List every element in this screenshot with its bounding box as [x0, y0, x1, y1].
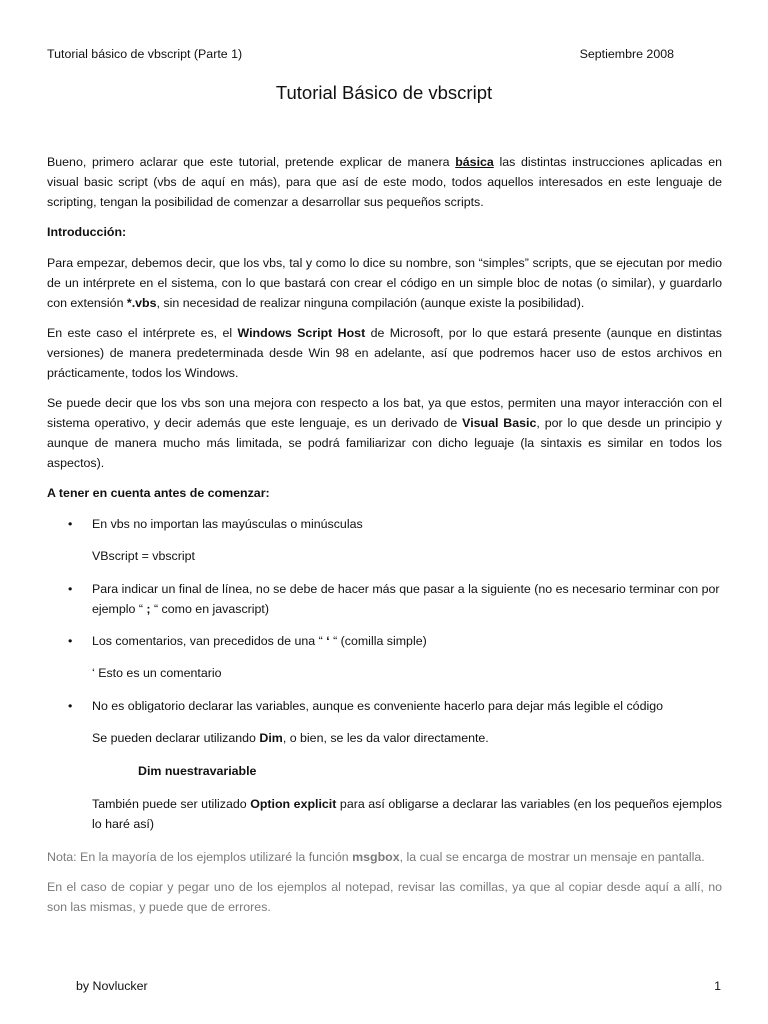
- document-body: [47, 152, 722, 927]
- page-header: [47, 44, 674, 64]
- page-number: 1: [714, 979, 721, 993]
- header-left: Tutorial básico de vbscript (Parte 1): [47, 47, 243, 61]
- document-title: Tutorial Básico de vbscript: [275, 82, 493, 103]
- note-msgbox: Nota: En la mayoría de los ejemplos utilizaré la función msgbox, la cual se encarga de mostrar un mensaje en pantalla.: [47, 850, 705, 864]
- paragraph-vbs: Para empezar, debemos decir, que los vbs, tal y como lo dice su nombre, son “simples” scripts, que se ejecutan por medio de un intérprete en el sistema, con lo que bastará con crear el código en un simple bloc de notas (o similar), y guardarlo con extensión *.vbs, sin necesidad de realizar ninguna compilación (aunque existe la posibilidad).: [47, 256, 722, 310]
- list-item: • En vbs no importan las mayúsculas o minúsculas: [47, 514, 722, 534]
- section-heading-introduccion: Introducción:: [47, 225, 127, 239]
- example-line: ‘ Esto es un comentario: [92, 666, 222, 680]
- footer-author: by Novlucker: [76, 979, 148, 993]
- list-item: • Los comentarios, van precedidos de una “ ‘ “ (comilla simple): [47, 631, 722, 651]
- bullet-icon: •: [68, 582, 73, 596]
- note-comillas: En el caso de copiar y pegar uno de los ejemplos al notepad, revisar las comillas, ya que al copiar desde aquí a allí, no son las mismas, y puede que de errores.: [47, 880, 722, 914]
- page-footer: [76, 976, 721, 996]
- paragraph-interprete: En este caso el intérprete es, el Windows Script Host de Microsoft, por lo que estará presente (aunque en distintas versiones) de manera predeterminada desde Win 98 en adelante, así que podremos hacer uso de estos archivos en prácticamente, todos los Windows.: [47, 326, 723, 380]
- bullet-icon: •: [68, 634, 73, 648]
- bullet-icon: •: [68, 517, 73, 531]
- dim-explanation: Se pueden declarar utilizando Dim, o bien, se les da valor directamente.: [92, 731, 489, 745]
- code-line: Dim nuestravariable: [138, 764, 257, 778]
- bullet-icon: •: [68, 699, 73, 713]
- list-item: • No es obligatorio declarar las variables, aunque es conveniente hacerlo para dejar más legible el código: [47, 696, 722, 716]
- option-explicit-explanation: También puede ser utilizado Option explicit para así obligarse a declarar las variables (en los pequeños ejemplos lo haré así): [92, 797, 722, 831]
- list-item: • Para indicar un final de línea, no se debe de hacer más que pasar a la siguiente (no es necesario terminar con por ejemplo “ ; “ como en javascript): [47, 579, 722, 619]
- section-heading-tener-en-cuenta: A tener en cuenta antes de comenzar:: [47, 486, 270, 500]
- paragraph-bat: Se puede decir que los vbs son una mejora con respecto a los bat, ya que estos, permiten una mayor interacción con el sistema operativo, y decir además que este lenguaje, es un derivado de Visual Basic, por lo que desde un principio y aunque de manera mucho más limitada, se podrá familiarizar con dicho leguaje (la sintaxis es similar en todos los aspectos).: [47, 396, 722, 470]
- header-date: Septiembre 2008: [579, 47, 674, 61]
- example-line: VBscript = vbscript: [92, 549, 195, 563]
- emphasis-basica: básica: [455, 155, 494, 169]
- intro-paragraph: Bueno, primero aclarar que este tutorial, pretende explicar de manera básica las distintas instrucciones aplicadas en visual basic script (vbs de aquí en más), para que así de este modo, todos aquellos interesados en este lenguaje de scripting, tengan la posibilidad de comenzar a desarrollar sus pequeños scripts.: [47, 155, 723, 209]
- tips-list: [47, 514, 722, 534]
